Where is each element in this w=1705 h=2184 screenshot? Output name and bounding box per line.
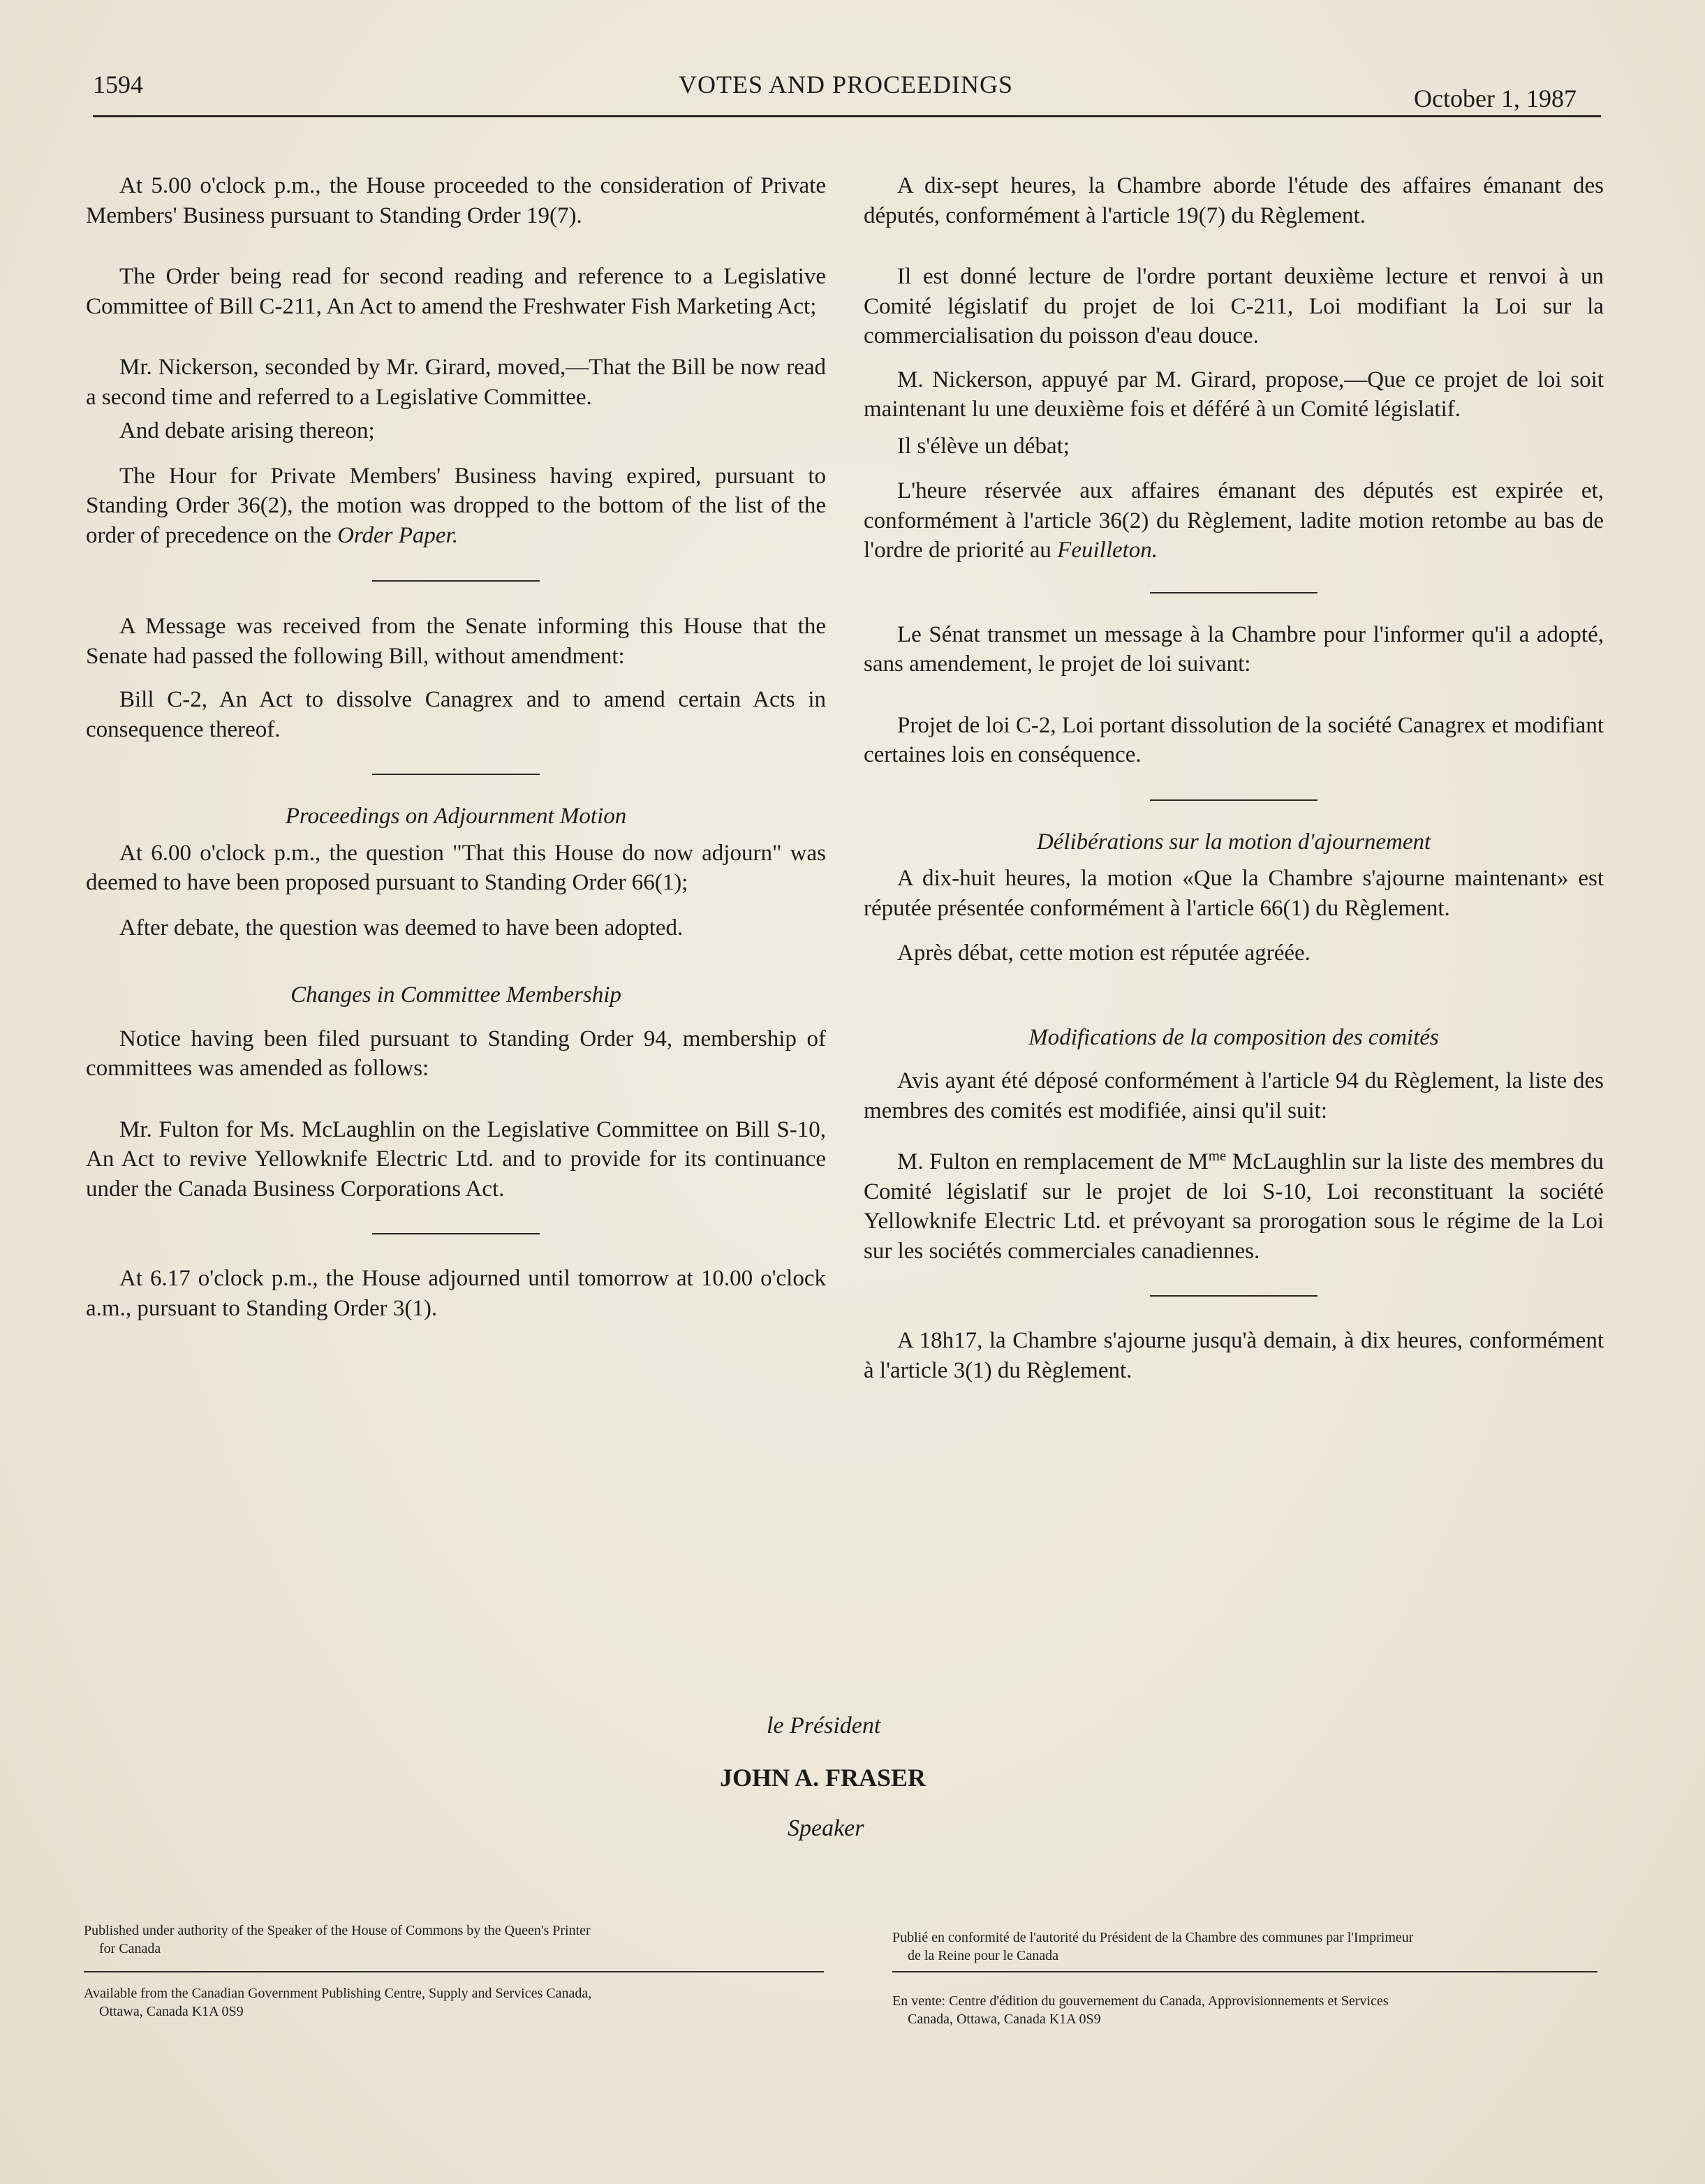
footer-en-published [84,1921,852,1958]
fr-paragraph-after-debate: Après débat, cette motion est réputée agréée. [897,940,1311,966]
footer-en-available-line-2: Ottawa, Canada K1A 0S9 [99,2004,244,2019]
fr-paragraph-adjourned: A 18h17, la Chambre s'ajourne jusqu'à demain, à dix heures, conformément à l'article 3(1) du Règlement. [864,1328,1604,1383]
footer-fr-published-line-1: Publié en conformité de l'autorité du Président de la Chambre des communes par l'Imprimeur [892,1930,1414,1945]
header-date: October 1, 1987 [1414,84,1577,112]
fr-paragraph-adjourn-question: A dix-huit heures, la motion «Que la Chambre s'ajourne maintenant» est réputée présentée conformément à l'article 66(1) du Règlement. [864,866,1604,921]
en-paragraph-hour-expired [86,462,826,551]
en-paragraph-bill-c2: Bill C-2, An Act to dissolve Canagrex and to amend certain Acts in consequence thereof. [86,687,826,742]
fr-fulton-text-end: McLaughlin sur la liste des membres du Comité législatif sur le projet de loi S-10, Loi reconstituant la société Yellowknife Electric Ltd. et prévoyant sa prorogation sous le régime de la Loi sur les sociétés commerciales canadiennes. [864,1149,1604,1264]
fr-paragraph-order-read: Il est donné lecture de l'ordre portant deuxième lecture et renvoi à un Comité législatif du projet de loi C-211, Loi modifiant la Loi sur la commercialisation du poisson d'eau douce. [864,264,1604,348]
en-order-paper: Order Paper. [337,522,458,548]
fr-feuilleton: Feuilleton. [1057,538,1158,563]
footer-fr-available [892,1992,1632,2028]
fr-paragraph-senate-message: Le Sénat transmet un message à la Chambre pour l'informer qu'il a adopté, sans amendement, le projet de loi suivant: [864,621,1604,677]
en-paragraph-notice: Notice having been filed pursuant to Standing Order 94, membership of committees was amended as follows: [86,1026,826,1081]
footer-rule-fr [892,1971,1597,1972]
fr-hour-expired-text: L'heure réservée aux affaires émanant des députés est expirée et, conformément à l'article 36(2) du Règlement, ladite motion retombe au bas de l'ordre de priorité au [864,478,1604,563]
en-paragraph-fulton: Mr. Fulton for Ms. McLaughlin on the Legislative Committee on Bill S-10, An Act to revive Yellowknife Electric Ltd. and to provide for its continuance under the Canada Business Corporations Act. [86,1116,826,1202]
fr-heading-adjournment: Délibérations sur la motion d'ajournement [1036,829,1431,855]
footer-en-available-line-1: Available from the Canadian Government Publishing Centre, Supply and Services Canada, [84,1986,592,2001]
fr-paragraph-bill-c2: Projet de loi C-2, Loi portant dissolution de la société Canagrex et modifiant certaines lois en conséquence. [864,712,1604,767]
signature-name: JOHN A. FRASER [720,1764,927,1792]
footer-en-published-line-1: Published under authority of the Speaker of the House of Commons by the Queen's Printer [84,1923,591,1938]
footer-fr-published [892,1928,1632,1965]
fr-paragraph-notice: Avis ayant été déposé conformément à l'article 94 du Règlement, la liste des membres des comités est modifiée, ainsi qu'il suit: [864,1068,1604,1123]
page-number: 1594 [93,71,143,98]
en-heading-adjournment: Proceedings on Adjournment Motion [285,804,627,829]
running-title: VOTES AND PROCEEDINGS [679,71,1014,98]
signature-title-en: Speaker [788,1815,864,1841]
fr-paragraph-fulton [864,1141,1604,1266]
fr-fulton-text-start: M. Fulton en remplacement de M [897,1149,1209,1174]
fr-paragraph-private-business: A dix-sept heures, la Chambre aborde l'étude des affaires émanant des députés, conformément à l'article 19(7) du Règlement. [864,173,1604,228]
en-heading-committee: Changes in Committee Membership [290,982,621,1008]
fr-paragraph-motion: M. Nickerson, appuyé par M. Girard, propose,—Que ce projet de loi soit maintenant lu une deuxième fois et déféré à un Comité législatif. [864,367,1604,422]
french-column [864,171,1604,1385]
en-paragraph-after-debate: After debate, the question was deemed to have been adopted. [119,915,684,940]
signature-title-fr: le Président [767,1713,881,1739]
en-paragraph-senate-message: A Message was received from the Senate informing this House that the Senate had passed the following Bill, without amendment: [86,614,826,669]
en-paragraph-order-read: The Order being read for second reading and reference to a Legislative Committee of Bill C-211, An Act to amend the Freshwater Fish Marketing Act; [86,264,826,319]
english-column [86,171,826,1323]
header-rule [93,115,1601,117]
fr-heading-committee: Modifications de la composition des comités [1028,1024,1439,1050]
en-paragraph-motion: Mr. Nickerson, seconded by Mr. Girard, moved,—That the Bill be now read a second time and referred to a Legislative Committee. [86,355,826,410]
footer-fr-available-line-2: Canada, Ottawa, Canada K1A 0S9 [908,2012,1101,2027]
fr-paragraph-hour-expired [864,476,1604,566]
en-paragraph-debate: And debate arising thereon; [119,418,375,443]
fr-fulton-superscript: me [1208,1147,1227,1164]
en-paragraph-adjourn-question: At 6.00 o'clock p.m., the question "That this House do now adjourn" was deemed to have been proposed pursuant to Standing Order 66(1); [86,840,826,895]
en-paragraph-adjourned: At 6.17 o'clock p.m., the House adjourned until tomorrow at 10.00 o'clock a.m., pursuant to Standing Order 3(1). [86,1266,826,1321]
footer-fr-available-line-1: En vente: Centre d'édition du gouvernement du Canada, Approvisionnements et Services [892,1993,1389,2009]
footer-en-available [84,1984,852,2021]
fr-paragraph-debate: Il s'élève un débat; [897,433,1070,459]
en-hour-expired-text: The Hour for Private Members' Business having expired, pursuant to Standing Order 36(2), the motion was dropped to the bottom of the list of the order of precedence on the [86,463,826,548]
footer-rule-en [84,1971,824,1972]
footer-fr-published-line-2: de la Reine pour le Canada [908,1948,1059,1963]
en-paragraph-private-business: At 5.00 o'clock p.m., the House proceeded to the consideration of Private Members' Business pursuant to Standing Order 19(7). [86,173,826,228]
footer-en-published-line-2: for Canada [99,1941,161,1956]
